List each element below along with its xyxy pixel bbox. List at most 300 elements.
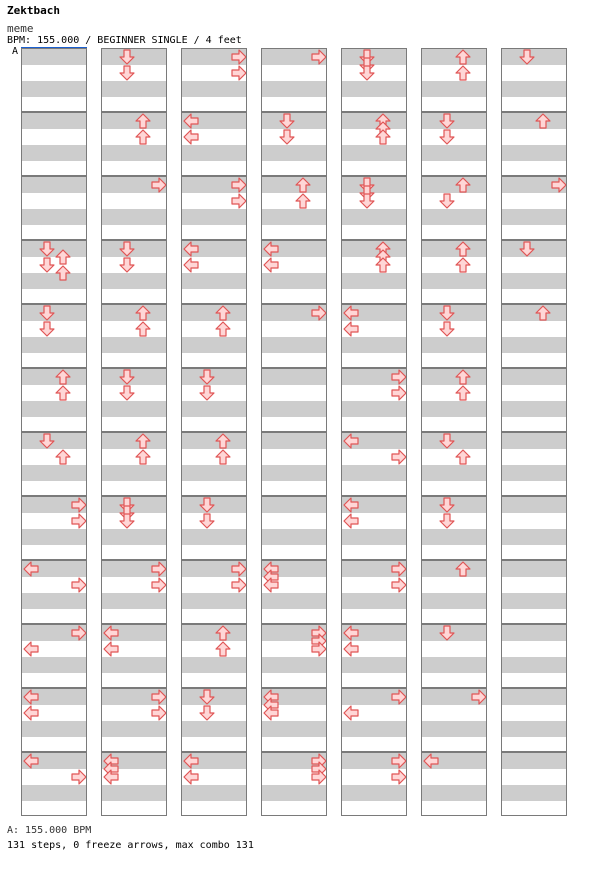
chart-column	[101, 48, 167, 816]
beat-stripe	[102, 145, 167, 161]
measure	[341, 688, 407, 752]
beat-stripe	[22, 593, 87, 609]
beat-stripe	[502, 561, 567, 577]
measure	[181, 368, 247, 432]
arrow-down-icon	[519, 241, 535, 257]
arrow-down-icon	[439, 113, 455, 129]
arrow-left-icon	[343, 705, 359, 721]
arrow-down-icon	[359, 65, 375, 81]
measure	[101, 368, 167, 432]
beat-stripe	[102, 81, 167, 97]
beat-stripe	[102, 657, 167, 673]
beat-stripe	[342, 721, 407, 737]
arrow-up-icon	[215, 321, 231, 337]
arrow-right-icon	[71, 769, 87, 785]
beat-stripe	[22, 113, 87, 129]
beat-stripe	[182, 273, 247, 289]
beat-stripe	[22, 465, 87, 481]
arrow-left-icon	[183, 257, 199, 273]
beat-stripe	[502, 785, 567, 801]
arrow-up-icon	[135, 433, 151, 449]
arrow-down-icon	[439, 193, 455, 209]
arrow-up-icon	[135, 129, 151, 145]
beat-stripe	[182, 209, 247, 225]
arrow-down-icon	[439, 433, 455, 449]
beat-stripe	[102, 721, 167, 737]
arrow-right-icon	[391, 385, 407, 401]
beat-stripe	[342, 337, 407, 353]
bpm-legend: A: 155.000 BPM	[7, 825, 92, 836]
measure	[341, 560, 407, 624]
beat-stripe	[422, 401, 487, 417]
arrow-left-icon	[183, 241, 199, 257]
arrow-down-icon	[39, 305, 55, 321]
arrow-right-icon	[151, 177, 167, 193]
arrow-left-icon	[23, 753, 39, 769]
measure	[501, 496, 567, 560]
measure	[101, 48, 167, 112]
beat-stripe	[502, 273, 567, 289]
beat-stripe	[502, 529, 567, 545]
measure	[21, 496, 87, 560]
measure	[101, 240, 167, 304]
arrow-right-icon	[391, 449, 407, 465]
arrow-down-icon	[39, 321, 55, 337]
beat-stripe	[182, 401, 247, 417]
arrow-up-icon	[55, 369, 71, 385]
measure	[501, 368, 567, 432]
measure	[341, 48, 407, 112]
arrow-right-icon	[391, 577, 407, 593]
measure	[421, 688, 487, 752]
arrow-down-icon	[359, 193, 375, 209]
arrow-up-icon	[135, 305, 151, 321]
measure	[181, 496, 247, 560]
arrow-down-icon	[439, 625, 455, 641]
arrow-up-icon	[215, 625, 231, 641]
beat-stripe	[342, 209, 407, 225]
beat-stripe	[342, 81, 407, 97]
arrow-left-icon	[343, 321, 359, 337]
beat-stripe	[102, 529, 167, 545]
measure	[421, 112, 487, 176]
arrow-right-icon	[391, 369, 407, 385]
measure	[341, 752, 407, 816]
arrow-down-icon	[119, 257, 135, 273]
arrow-up-icon	[455, 65, 471, 81]
beat-stripe	[22, 401, 87, 417]
beat-stripe	[182, 465, 247, 481]
beat-stripe	[262, 369, 327, 385]
beat-stripe	[22, 145, 87, 161]
measure	[501, 688, 567, 752]
measure	[21, 48, 87, 112]
measure	[261, 176, 327, 240]
bpm-marker-label: A	[12, 46, 19, 57]
arrow-right-icon	[231, 193, 247, 209]
beat-stripe	[502, 145, 567, 161]
arrow-down-icon	[439, 305, 455, 321]
beat-stripe	[342, 657, 407, 673]
arrow-down-icon	[199, 369, 215, 385]
arrow-down-icon	[279, 129, 295, 145]
arrow-down-icon	[439, 497, 455, 513]
arrow-left-icon	[183, 129, 199, 145]
measure	[181, 240, 247, 304]
chart-stats: 131 steps, 0 freeze arrows, max combo 131	[7, 840, 254, 851]
beat-stripe	[342, 785, 407, 801]
measure	[21, 432, 87, 496]
arrow-right-icon	[71, 625, 87, 641]
beat-stripe	[22, 785, 87, 801]
arrow-down-icon	[439, 129, 455, 145]
beat-stripe	[502, 753, 567, 769]
measure	[21, 624, 87, 688]
beat-stripe	[102, 465, 167, 481]
measure	[501, 624, 567, 688]
measure	[261, 240, 327, 304]
beat-stripe	[22, 81, 87, 97]
beat-stripe	[182, 145, 247, 161]
beat-stripe	[342, 273, 407, 289]
measure	[101, 432, 167, 496]
measure	[421, 176, 487, 240]
arrow-up-icon	[295, 193, 311, 209]
measure	[181, 432, 247, 496]
beat-stripe	[262, 273, 327, 289]
arrow-up-icon	[375, 257, 391, 273]
arrow-up-icon	[455, 385, 471, 401]
arrow-right-icon	[391, 769, 407, 785]
arrow-right-icon	[151, 561, 167, 577]
measure	[261, 112, 327, 176]
measure	[261, 432, 327, 496]
arrow-up-icon	[455, 561, 471, 577]
arrow-down-icon	[119, 385, 135, 401]
measure	[501, 112, 567, 176]
arrow-left-icon	[343, 305, 359, 321]
measure	[21, 304, 87, 368]
arrow-left-icon	[263, 705, 279, 721]
measure	[181, 48, 247, 112]
measure	[101, 496, 167, 560]
arrow-right-icon	[151, 577, 167, 593]
arrow-down-icon	[199, 705, 215, 721]
arrow-up-icon	[55, 265, 71, 281]
measure	[421, 304, 487, 368]
arrow-left-icon	[23, 641, 39, 657]
arrow-down-icon	[119, 241, 135, 257]
beat-stripe	[182, 81, 247, 97]
arrow-down-icon	[39, 241, 55, 257]
measure	[101, 752, 167, 816]
measure	[341, 496, 407, 560]
arrow-left-icon	[263, 241, 279, 257]
beat-stripe	[22, 177, 87, 193]
measure	[421, 496, 487, 560]
measure	[421, 368, 487, 432]
arrow-right-icon	[391, 753, 407, 769]
beat-stripe	[102, 593, 167, 609]
arrow-down-icon	[279, 113, 295, 129]
measure	[421, 560, 487, 624]
page-title: Zektbach	[7, 4, 60, 17]
arrow-down-icon	[39, 257, 55, 273]
chart-column	[501, 48, 567, 816]
measure	[501, 752, 567, 816]
chart-column	[421, 48, 487, 816]
arrow-right-icon	[551, 177, 567, 193]
arrow-left-icon	[103, 625, 119, 641]
beat-stripe	[342, 593, 407, 609]
arrow-up-icon	[135, 321, 151, 337]
arrow-up-icon	[535, 113, 551, 129]
measure	[181, 688, 247, 752]
arrow-up-icon	[455, 257, 471, 273]
arrow-down-icon	[119, 65, 135, 81]
beat-stripe	[422, 337, 487, 353]
arrow-down-icon	[119, 49, 135, 65]
measure	[101, 304, 167, 368]
arrow-right-icon	[71, 497, 87, 513]
arrow-right-icon	[311, 305, 327, 321]
bpm-marker-line	[21, 47, 87, 48]
beat-stripe	[262, 209, 327, 225]
measure	[101, 688, 167, 752]
arrow-down-icon	[199, 385, 215, 401]
measure	[21, 112, 87, 176]
measure	[261, 48, 327, 112]
chart-column	[261, 48, 327, 816]
beat-stripe	[22, 721, 87, 737]
measure	[501, 304, 567, 368]
arrow-up-icon	[55, 385, 71, 401]
beat-stripe	[102, 401, 167, 417]
arrow-left-icon	[343, 641, 359, 657]
measure	[421, 752, 487, 816]
measure	[341, 624, 407, 688]
measure	[421, 240, 487, 304]
measure	[421, 432, 487, 496]
arrow-left-icon	[183, 753, 199, 769]
beat-stripe	[262, 529, 327, 545]
measure	[21, 560, 87, 624]
arrow-up-icon	[295, 177, 311, 193]
measure	[341, 112, 407, 176]
arrow-left-icon	[183, 769, 199, 785]
measure	[101, 176, 167, 240]
arrow-left-icon	[343, 513, 359, 529]
beat-stripe	[22, 529, 87, 545]
measure	[341, 304, 407, 368]
measure	[261, 496, 327, 560]
beat-stripe	[262, 785, 327, 801]
beat-stripe	[342, 401, 407, 417]
arrow-up-icon	[215, 433, 231, 449]
chart-column	[341, 48, 407, 816]
arrow-up-icon	[135, 449, 151, 465]
arrow-down-icon	[39, 433, 55, 449]
arrow-right-icon	[151, 705, 167, 721]
measure	[181, 112, 247, 176]
measure	[501, 560, 567, 624]
arrow-up-icon	[55, 449, 71, 465]
beat-stripe	[342, 465, 407, 481]
chart-column	[21, 48, 87, 816]
beat-stripe	[262, 145, 327, 161]
measure	[261, 304, 327, 368]
measure	[421, 624, 487, 688]
arrow-right-icon	[391, 561, 407, 577]
measure	[181, 624, 247, 688]
beat-stripe	[422, 273, 487, 289]
beat-stripe	[502, 625, 567, 641]
measure	[181, 176, 247, 240]
beat-stripe	[502, 337, 567, 353]
arrow-down-icon	[439, 321, 455, 337]
arrow-up-icon	[215, 305, 231, 321]
measure	[101, 624, 167, 688]
measure	[21, 368, 87, 432]
measure	[21, 176, 87, 240]
measure	[101, 112, 167, 176]
beat-stripe	[342, 529, 407, 545]
arrow-right-icon	[471, 689, 487, 705]
beat-stripe	[502, 721, 567, 737]
beat-stripe	[502, 657, 567, 673]
measure	[21, 240, 87, 304]
beat-stripe	[22, 657, 87, 673]
arrow-left-icon	[343, 433, 359, 449]
arrow-right-icon	[311, 49, 327, 65]
beat-stripe	[102, 209, 167, 225]
beat-stripe	[502, 433, 567, 449]
arrow-up-icon	[535, 305, 551, 321]
beat-stripe	[262, 81, 327, 97]
beat-stripe	[262, 465, 327, 481]
arrow-left-icon	[343, 497, 359, 513]
measure	[261, 752, 327, 816]
arrow-right-icon	[231, 177, 247, 193]
measure	[21, 688, 87, 752]
arrow-down-icon	[199, 497, 215, 513]
beat-stripe	[22, 337, 87, 353]
arrow-up-icon	[455, 177, 471, 193]
beat-stripe	[262, 337, 327, 353]
measure	[501, 240, 567, 304]
arrow-down-icon	[519, 49, 535, 65]
measure	[21, 752, 87, 816]
arrow-up-icon	[455, 49, 471, 65]
arrow-down-icon	[119, 369, 135, 385]
arrow-right-icon	[151, 689, 167, 705]
beat-stripe	[22, 49, 87, 65]
measure	[261, 688, 327, 752]
beat-stripe	[342, 145, 407, 161]
beat-stripe	[182, 529, 247, 545]
beat-stripe	[422, 721, 487, 737]
beat-stripe	[502, 209, 567, 225]
measure	[101, 560, 167, 624]
arrow-up-icon	[375, 129, 391, 145]
beat-stripe	[182, 657, 247, 673]
arrow-up-icon	[455, 369, 471, 385]
beat-stripe	[262, 657, 327, 673]
arrow-left-icon	[183, 113, 199, 129]
beat-stripe	[422, 81, 487, 97]
arrow-left-icon	[23, 705, 39, 721]
arrow-right-icon	[311, 641, 327, 657]
beat-stripe	[422, 529, 487, 545]
measure	[341, 432, 407, 496]
measure	[261, 624, 327, 688]
beat-stripe	[502, 593, 567, 609]
arrow-up-icon	[455, 449, 471, 465]
measure	[261, 368, 327, 432]
arrow-up-icon	[215, 641, 231, 657]
beat-stripe	[22, 209, 87, 225]
arrow-down-icon	[199, 513, 215, 529]
arrow-right-icon	[71, 513, 87, 529]
arrow-left-icon	[263, 577, 279, 593]
chart-column	[181, 48, 247, 816]
beat-stripe	[422, 145, 487, 161]
beat-stripe	[502, 81, 567, 97]
arrow-left-icon	[103, 641, 119, 657]
arrow-left-icon	[103, 769, 119, 785]
arrow-down-icon	[199, 689, 215, 705]
arrow-left-icon	[263, 257, 279, 273]
arrow-up-icon	[215, 449, 231, 465]
arrow-right-icon	[71, 577, 87, 593]
arrow-left-icon	[343, 625, 359, 641]
arrow-right-icon	[391, 689, 407, 705]
measure	[341, 176, 407, 240]
beat-stripe	[422, 209, 487, 225]
beat-stripe	[502, 369, 567, 385]
measure	[501, 432, 567, 496]
arrow-left-icon	[23, 689, 39, 705]
measure	[341, 368, 407, 432]
beat-stripe	[422, 785, 487, 801]
beat-stripe	[502, 465, 567, 481]
arrow-up-icon	[55, 249, 71, 265]
beat-stripe	[422, 593, 487, 609]
arrow-right-icon	[231, 65, 247, 81]
beat-stripe	[502, 401, 567, 417]
measure	[501, 48, 567, 112]
measure	[341, 240, 407, 304]
beat-stripe	[182, 721, 247, 737]
arrow-left-icon	[423, 753, 439, 769]
measure	[261, 560, 327, 624]
arrow-down-icon	[439, 513, 455, 529]
arrow-right-icon	[311, 769, 327, 785]
beat-stripe	[102, 273, 167, 289]
beat-stripe	[262, 401, 327, 417]
arrow-right-icon	[231, 49, 247, 65]
beat-stripe	[422, 465, 487, 481]
measure	[181, 752, 247, 816]
arrow-up-icon	[135, 113, 151, 129]
beat-stripe	[262, 433, 327, 449]
beat-stripe	[422, 657, 487, 673]
beat-stripe	[102, 785, 167, 801]
song-title: meme	[7, 22, 34, 35]
measure	[181, 304, 247, 368]
beat-stripe	[262, 721, 327, 737]
beat-stripe	[502, 689, 567, 705]
